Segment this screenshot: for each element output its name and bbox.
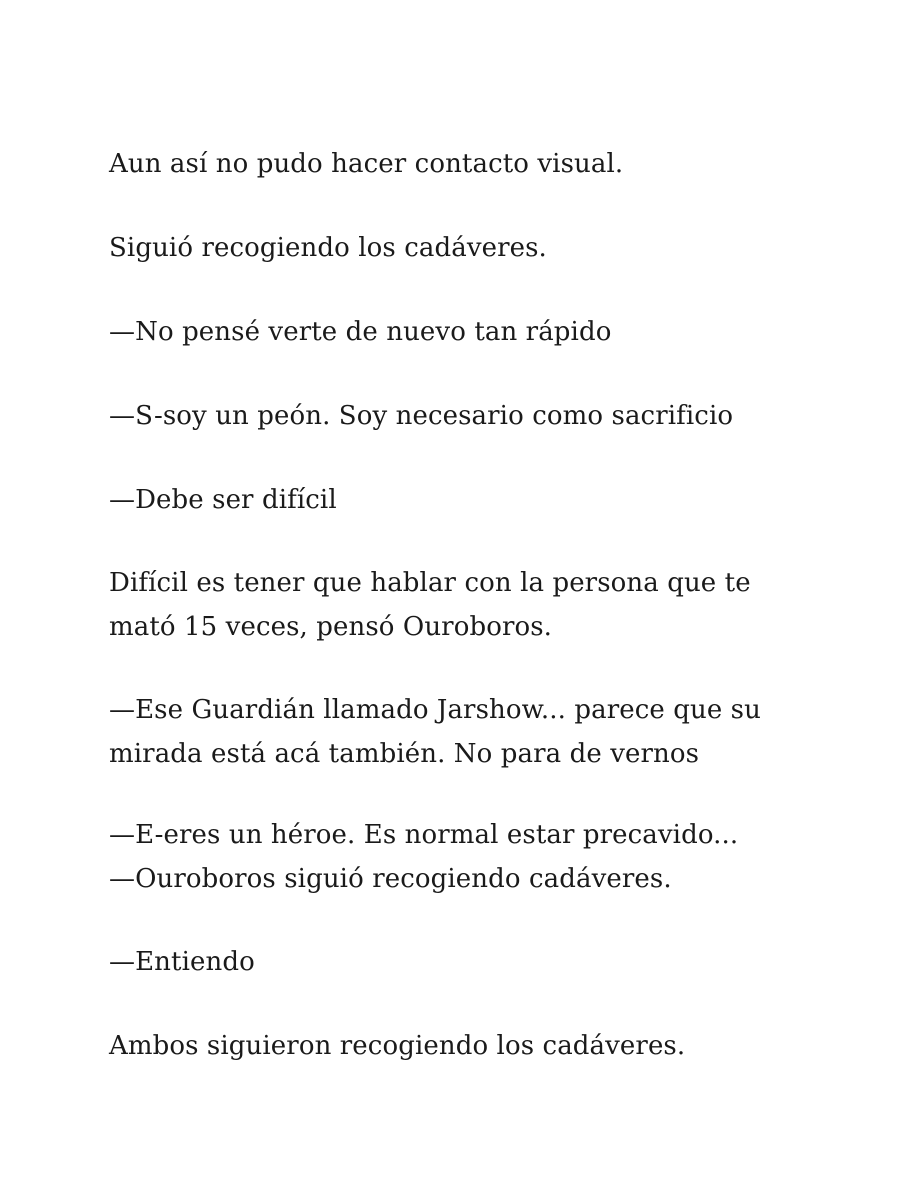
dialogue-line: —No pensé verte de nuevo tan rápido [109, 317, 612, 347]
paragraph: Difícil es tener que hablar con la persona que te mató 15 veces, pensó Ouroboros. [109, 568, 751, 642]
dialogue-line: —Ese Guardián llamado Jarshow... parece que su mirada está acá también. No para de vernos [109, 695, 761, 769]
dialogue-line: —S-soy un peón. Soy necesario como sacrificio [109, 401, 734, 431]
paragraph: Aun así no pudo hacer contacto visual. [109, 149, 624, 179]
dialogue-line: —Entiendo [109, 947, 255, 977]
paragraph: Siguió recogiendo los cadáveres. [109, 233, 547, 263]
dialogue-line: —Debe ser difícil [109, 485, 337, 515]
paragraph: Ambos siguieron recogiendo los cadáveres. [109, 1031, 686, 1061]
dialogue-line: —E-eres un héroe. Es normal estar precavido... —Ouroboros siguió recogiendo cadáveres. [109, 820, 739, 894]
